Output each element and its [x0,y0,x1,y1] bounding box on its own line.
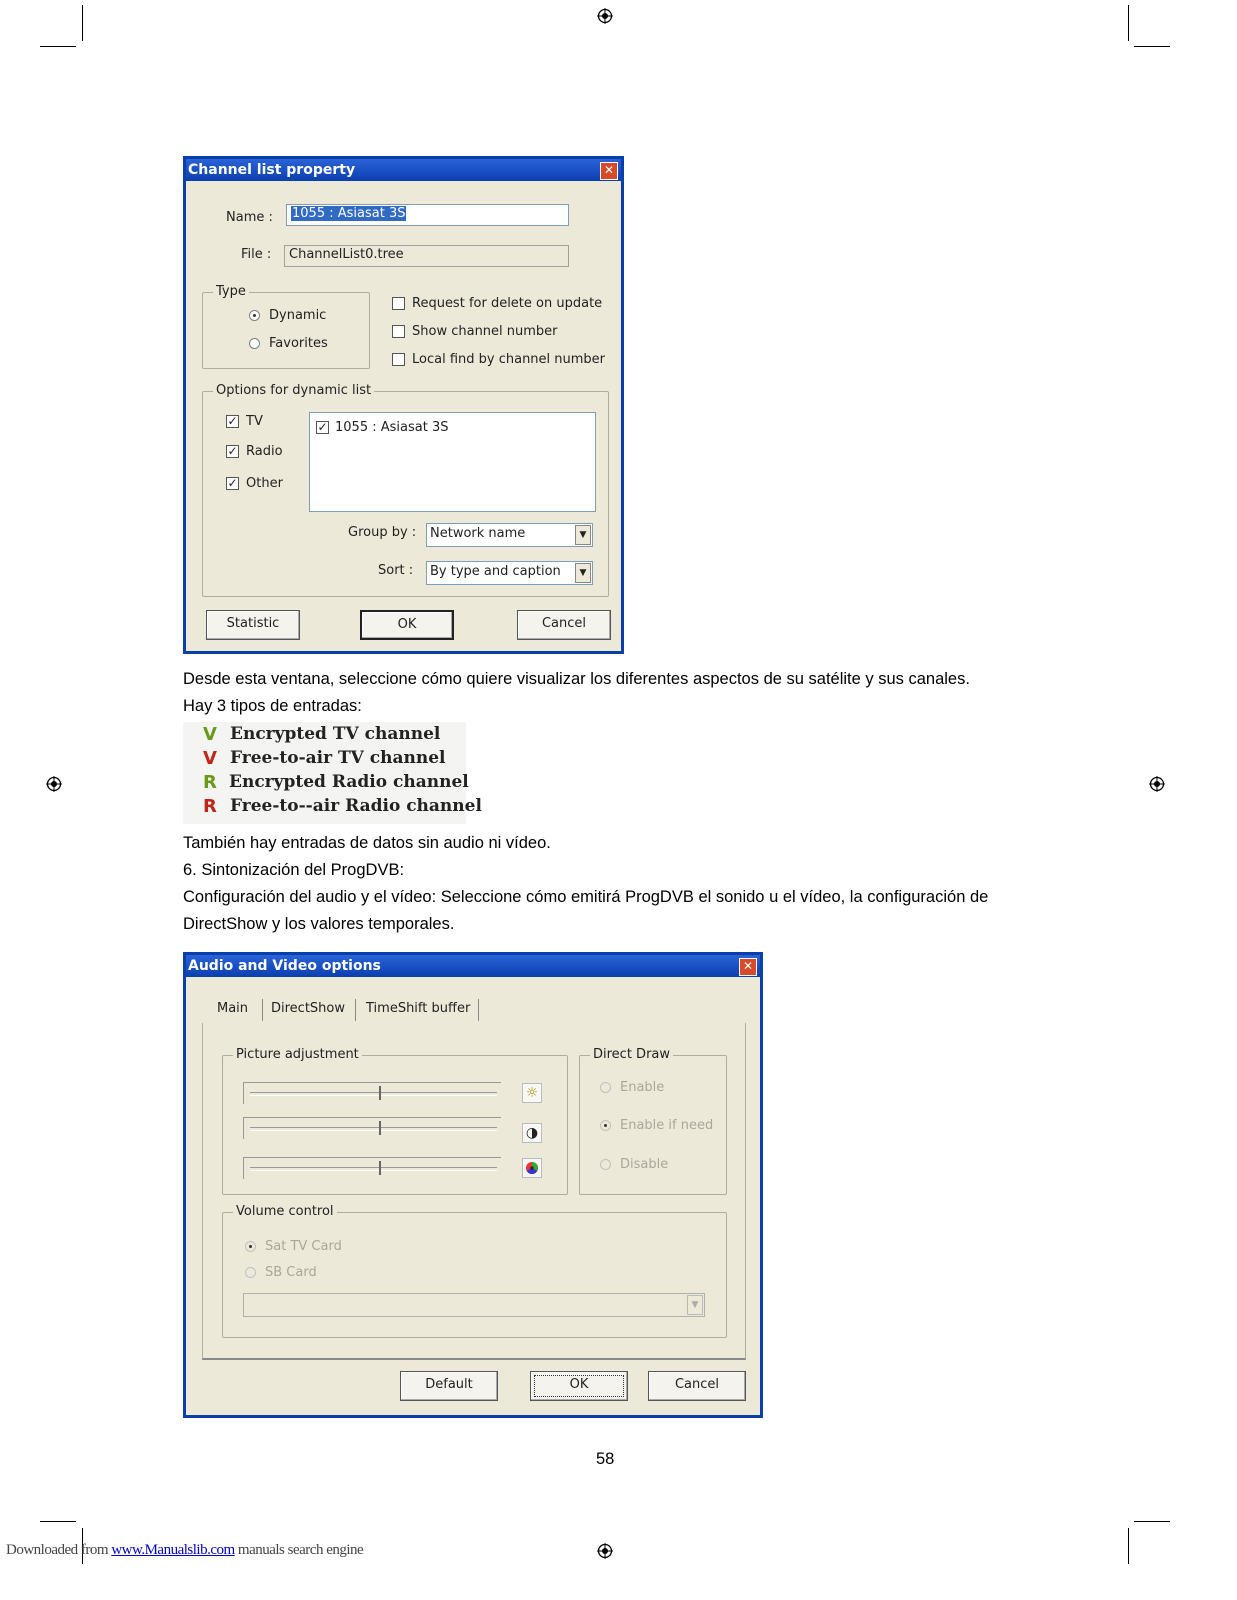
checkbox-other-label: Other [246,476,283,491]
close-button[interactable]: ✕ [739,958,757,976]
slider-thumb[interactable] [373,1121,381,1135]
dialog-title: Channel list property [188,162,356,178]
name-field[interactable]: 1055 : Asiasat 3S [286,204,569,226]
cancel-button[interactable]: Cancel [648,1371,746,1401]
options-dynamic-group-title: Options for dynamic list [213,383,374,398]
group-by-label: Group by : [348,525,417,540]
crop-mark [1128,5,1129,41]
free-radio-icon: R [203,796,217,817]
radio-dd-enable[interactable] [600,1082,611,1093]
dialog-title: Audio and Video options [188,958,381,974]
radio-favorites-label: Favorites [269,336,328,351]
radio-dd-enable-if-need-label: Enable if need [620,1118,714,1133]
chevron-down-icon[interactable]: ▼ [575,525,591,545]
crop-mark [82,5,83,41]
volume-control-group [222,1204,727,1338]
picture-adjustment-group [222,1047,568,1195]
list-item: 1055 : Asiasat 3S [335,420,449,435]
encrypted-tv-icon: V [203,724,217,745]
radio-sat-tv-card-label: Sat TV Card [265,1239,342,1254]
direct-draw-title: Direct Draw [590,1047,673,1062]
tab-divider [355,999,356,1021]
legend-free-radio: Free-to--air Radio channel [230,796,482,816]
paragraph: También hay entradas de datos sin audio ni vídeo. [183,834,551,852]
registration-mark-icon [597,8,613,24]
radio-dd-enable-if-need[interactable] [600,1120,611,1131]
picture-adjustment-title: Picture adjustment [233,1047,362,1062]
paragraph: DirectShow y los valores temporales. [183,915,455,933]
radio-dd-disable-label: Disable [620,1157,669,1172]
encrypted-radio-icon: R [203,772,217,793]
color-wheel-icon [522,1158,542,1178]
slider-thumb[interactable] [373,1086,381,1100]
legend-encrypted-tv: Encrypted TV channel [230,724,441,744]
footer-prefix: Downloaded from [6,1542,112,1558]
checkbox-radio[interactable]: ✓ [227,444,238,458]
group-by-value: Network name [430,526,526,541]
legend-encrypted-radio: Encrypted Radio channel [229,772,469,792]
registration-mark-icon [597,1543,613,1559]
options-dynamic-group [202,383,609,597]
radio-sat-tv-card[interactable] [245,1241,256,1252]
channel-list-property-dialog [183,156,624,654]
checkbox-other[interactable]: ✓ [227,476,238,490]
contrast-icon: ◑ [522,1123,542,1143]
ok-button[interactable]: OK [360,610,454,640]
chevron-down-icon[interactable]: ▼ [575,563,591,583]
radio-favorites[interactable] [249,338,260,349]
satellite-list[interactable] [309,412,596,512]
footer [6,1542,363,1559]
type-group-title: Type [213,284,249,299]
sun-icon: ☼ [522,1083,542,1103]
tab-divider [478,999,479,1021]
free-tv-icon: V [203,748,217,769]
chevron-down-icon[interactable]: ▼ [687,1295,703,1315]
color-slider[interactable] [243,1157,501,1179]
page-number: 58 [596,1450,615,1468]
channel-types-legend [183,722,482,824]
footer-suffix: manuals search engine [234,1542,364,1558]
group-by-select[interactable] [426,523,593,547]
slider-thumb[interactable] [373,1161,381,1175]
sort-label: Sort : [378,563,414,578]
tab-divider [262,999,263,1021]
cancel-button[interactable]: Cancel [517,610,611,640]
direct-draw-group [579,1047,727,1195]
radio-sb-card[interactable] [245,1267,256,1278]
checkbox-show-channel-number-label: Show channel number [412,324,558,339]
default-button[interactable]: Default [400,1371,498,1401]
tab-timeshift[interactable]: TimeShift buffer [366,1001,471,1016]
name-label: Name : [226,210,273,225]
paragraph: Desde esta ventana, seleccione cómo quiere visualizar los diferentes aspectos de su satélite y sus canales. [183,670,970,688]
radio-dynamic-label: Dynamic [269,308,327,323]
registration-mark-icon [1149,776,1165,792]
checkbox-radio-label: Radio [246,444,283,459]
radio-dd-disable[interactable] [600,1159,611,1170]
sort-value: By type and caption [430,564,561,579]
registration-mark-icon [46,776,62,792]
sort-select[interactable] [426,561,593,585]
file-label: File : [241,247,272,262]
paragraph: Hay 3 tipos de entradas: [183,697,362,715]
audio-video-options-dialog [183,952,763,1418]
volume-control-title: Volume control [233,1204,337,1219]
checkbox-request-delete[interactable] [392,297,405,310]
paragraph: Configuración del audio y el vídeo: Seleccione cómo emitirá ProgDVB el sonido u el vídeo, la configuración de [183,888,989,906]
crop-mark [1128,1528,1129,1564]
type-group [202,284,370,369]
legend-free-tv: Free-to-air TV channel [230,748,446,768]
checkbox-local-find-label: Local find by channel number [412,352,606,367]
crop-mark [1134,46,1170,47]
tab-directshow[interactable]: DirectShow [271,1001,346,1016]
crop-mark [40,46,76,47]
brightness-slider[interactable] [243,1082,501,1104]
radio-dynamic[interactable] [249,310,260,321]
volume-device-select[interactable] [243,1293,705,1317]
dialog-title-bar [186,955,760,977]
statistic-button[interactable]: Statistic [206,610,300,640]
tab-main[interactable]: Main [217,1001,249,1016]
contrast-slider[interactable] [243,1117,501,1139]
checkbox-tv[interactable]: ✓ [227,414,238,428]
close-button[interactable]: ✕ [600,162,618,180]
manualslib-link[interactable]: www.Manualslib.com [111,1542,235,1558]
ok-button[interactable]: OK [530,1371,628,1401]
checkbox-local-find[interactable] [392,353,405,366]
crop-mark [1134,1521,1170,1522]
checkbox-tv-label: TV [246,414,263,429]
checkbox-request-delete-label: Request for delete on update [412,296,603,311]
crop-mark [40,1521,76,1522]
radio-sb-card-label: SB Card [265,1265,317,1280]
section-heading: 6. Sintonización del ProgDVB: [183,861,405,879]
radio-dd-enable-label: Enable [620,1080,665,1095]
list-item-checkbox[interactable]: ✓ [317,420,328,434]
dialog-title-bar [186,159,621,181]
file-field: ChannelList0.tree [284,245,569,267]
checkbox-show-channel-number[interactable] [392,325,405,338]
